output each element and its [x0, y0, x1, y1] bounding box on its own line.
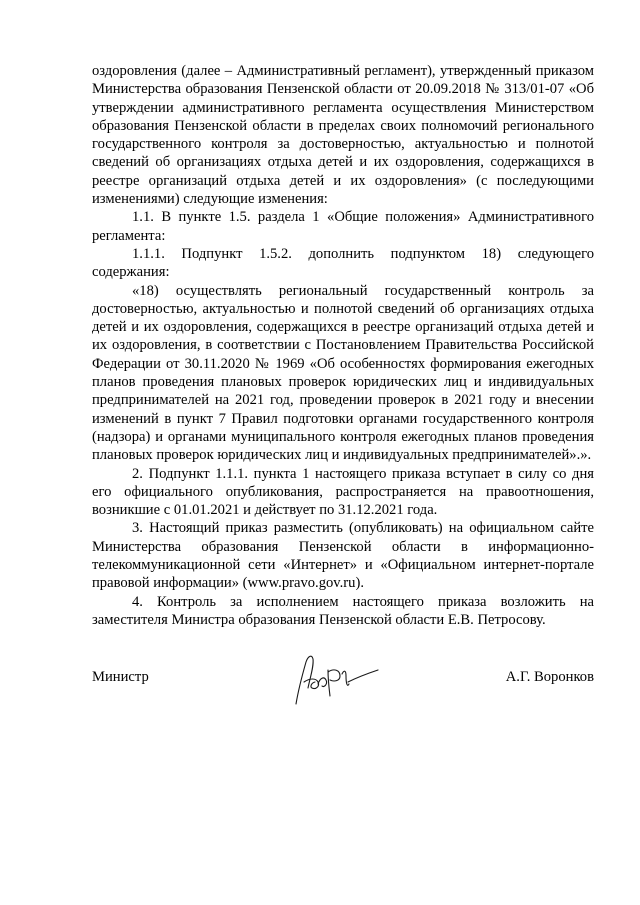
- handwritten-signature: [282, 648, 382, 712]
- paragraph-1-1-1: 1.1.1. Подпункт 1.5.2. дополнить подпунктом 18) следующего содержания:: [92, 245, 594, 281]
- paragraph-2: 2. Подпункт 1.1.1. пункта 1 настоящего приказа вступает в силу со дня его официального опубликования, распространяется на правоотношения, возникшие с 01.01.2021 и действует по 31.12.2021 года.: [92, 465, 594, 519]
- paragraph-3: 3. Настоящий приказ разместить (опубликовать) на официальном сайте Министерства образования Пензенской области в информационно-телекоммуникационной сети «Интернет» и «Официальном интернет-портале правовой информации» (www.pravo.gov.ru).: [92, 520, 594, 592]
- document-body: [92, 62, 594, 629]
- paragraph-subitem-18: «18) осуществлять региональный государственный контроль за достоверностью, актуальностью и полнотой сведений об организациях отдыха детей и их оздоровления, содержащихся в реестре организаций отдыха детей и их оздоровления, в соответствии с Постановлением Правительства Российской Федерации от 30.11.2020 № 1969 «Об особенностях формирования ежегодных планов проведения плановых проверок юридических лиц и индивидуальных предпринимателей на 2021 год, проведении проверок в 2021 году и внесении изменений в пункт 7 Правил подготовки органами государственного контроля (надзора) и органами муниципального контроля ежегодных планов проведения плановых проверок юридических лиц и индивидуальных предпринимателей».».: [92, 282, 594, 464]
- paragraph-1-1: 1.1. В пункте 1.5. раздела 1 «Общие положения» Административного регламента:: [92, 209, 594, 244]
- signer-position: Министр: [92, 669, 149, 685]
- signer-name: А.Г. Воронков: [505, 669, 594, 685]
- paragraph-4: 4. Контроль за исполнением настоящего приказа возложить на заместителя Министра образования Пензенской области Е.В. Петросову.: [92, 593, 594, 628]
- signature-block: [92, 648, 594, 718]
- paragraph-intro: оздоровления (далее – Административный регламент), утвержденный приказом Министерства образования Пензенской области от 20.09.2018 № 313/01-07 «Об утверждении административного регламента осуществления Министерством образования Пензенской области в пределах своих полномочий регионального государственного контроля за достоверностью, актуальностью и полнотой сведений об организациях отдыха детей и их оздоровления, содержащихся в реестре организаций отдыха детей и их оздоровления» (с последующими изменениями) следующие изменения:: [92, 63, 594, 208]
